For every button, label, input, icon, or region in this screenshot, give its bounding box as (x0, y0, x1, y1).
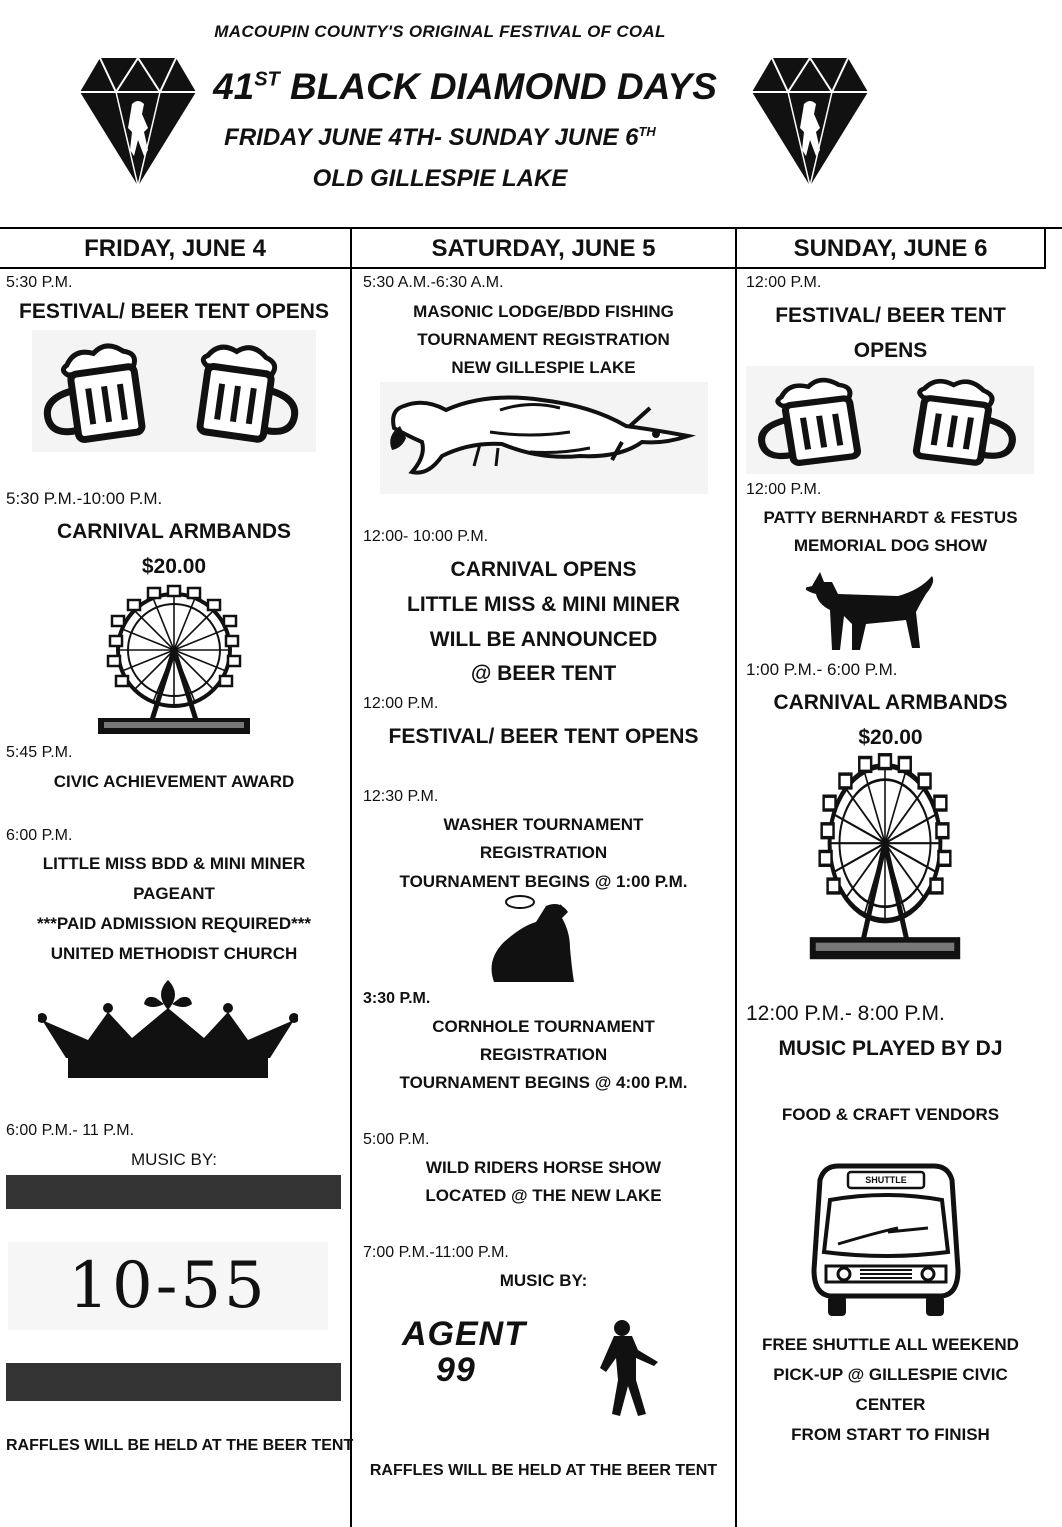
sunday-beer-tent-line2: OPENS (853, 339, 928, 362)
friday-time-2: 5:30 P.M.-10:00 P.M. (6, 489, 163, 508)
saturday-time-5: 3:30 P.M. (363, 990, 431, 1007)
friday-time-5: 6:00 P.M.- 11 P.M. (6, 1122, 135, 1139)
saturday-carnival-opens: CARNIVAL OPENS (450, 558, 637, 581)
friday-armband-price: $20.00 (141, 555, 207, 578)
saturday-announce-line3: @ BEER TENT (470, 662, 617, 685)
sunday-beer-tent-line1: FESTIVAL/ BEER TENT (775, 304, 1006, 327)
sunday-time-4: 12:00 P.M.- 8:00 P.M. (746, 1002, 945, 1025)
sunday-shuttle-line2: PICK-UP @ GILLESPIE CIVIC (773, 1365, 1008, 1384)
saturday-horse-line2: LOCATED @ THE NEW LAKE (425, 1186, 662, 1205)
saturday-washer-line3: TOURNAMENT BEGINS @ 1:00 P.M. (399, 872, 688, 891)
friday-heading: FRIDAY, JUNE 4 (84, 235, 266, 262)
band-logo-10-55: 10-55 (8, 1242, 328, 1330)
title-suffix: ST (254, 68, 280, 91)
saturday-beer-tent: FESTIVAL/ BEER TENT OPENS (388, 725, 699, 748)
redacted-bar-top (6, 1175, 341, 1209)
band-logo-agent-99 (402, 1316, 602, 1388)
redacted-bar-bottom (6, 1363, 341, 1401)
friday-event-beer-tent: FESTIVAL/ BEER TENT OPENS (19, 300, 329, 323)
sunday-shuttle-line3: CENTER (855, 1395, 926, 1414)
sunday-shuttle-line4: FROM START TO FINISH (791, 1425, 990, 1444)
dates-text: FRIDAY JUNE 4TH- SUNDAY JUNE 6 (224, 124, 639, 151)
saturday-washer-line1: WASHER TOURNAMENT (443, 815, 644, 834)
festival-subtitle: MACOUPIN COUNTY'S ORIGINAL FESTIVAL OF COAL (214, 22, 666, 41)
saturday-cornhole-line2: REGISTRATION (479, 1045, 608, 1064)
band-name-agent: AGENT (402, 1315, 526, 1353)
saturday-music-by: MUSIC BY: (499, 1271, 588, 1290)
black-diamond-miner-icon-left (78, 54, 198, 189)
dancer-silhouette-icon (592, 1318, 668, 1418)
friday-time-1: 5:30 P.M. (6, 274, 73, 291)
saturday-fishing-line3: NEW GILLESPIE LAKE (451, 358, 636, 377)
title-text: BLACK DIAMOND DAYS (279, 66, 717, 107)
festival-location: OLD GILLESPIE LAKE (312, 165, 568, 192)
sunday-time-1: 12:00 P.M. (746, 274, 822, 291)
beer-mugs-icon (32, 330, 316, 452)
washer-toss-icon (484, 892, 584, 984)
saturday-announce-line2: WILL BE ANNOUNCED (429, 628, 658, 651)
saturday-horse-line1: WILD RIDERS HORSE SHOW (425, 1158, 662, 1177)
sunday-music-dj: MUSIC PLAYED BY DJ (778, 1037, 1003, 1060)
sunday-heading: SUNDAY, JUNE 6 (793, 235, 988, 262)
table-top-border (0, 227, 1062, 229)
ferris-wheel-icon-sunday (790, 752, 980, 962)
table-right-border (1044, 228, 1046, 268)
band-name-99: 99 (436, 1351, 476, 1389)
saturday-announce-line1: LITTLE MISS & MINI MINER (407, 593, 680, 616)
sunday-dog-show-line1: PATTY BERNHARDT & FESTUS (763, 508, 1018, 527)
saturday-raffles: RAFFLES WILL BE HELD AT THE BEER TENT (369, 1462, 718, 1479)
saturday-cornhole-line1: CORNHOLE TOURNAMENT (432, 1017, 655, 1036)
sunday-dog-show-line2: MEMORIAL DOG SHOW (793, 536, 988, 555)
sunday-time-3: 1:00 P.M.- 6:00 P.M. (746, 660, 898, 679)
friday-pageant-line1: LITTLE MISS BDD & MINI MINER (42, 854, 306, 873)
ferris-wheel-icon (78, 584, 270, 736)
saturday-time-6: 5:00 P.M. (363, 1131, 430, 1148)
saturday-time-2: 12:00- 10:00 P.M. (363, 528, 489, 545)
friday-pageant-admission: ***PAID ADMISSION REQUIRED*** (37, 914, 311, 933)
sunday-armband-price: $20.00 (858, 726, 923, 749)
beer-mugs-icon-sunday (746, 366, 1034, 474)
friday-music-by: MUSIC BY: (131, 1150, 217, 1169)
sunday-shuttle-line1: FREE SHUTTLE ALL WEEKEND (762, 1335, 1019, 1354)
fish-icon (380, 382, 708, 494)
saturday-washer-line2: REGISTRATION (479, 843, 608, 862)
saturday-time-4: 12:30 P.M. (363, 788, 439, 805)
crown-icon (38, 978, 298, 1082)
sunday-carnival-armbands: CARNIVAL ARMBANDS (773, 691, 1008, 714)
friday-time-4: 6:00 P.M. (6, 827, 73, 844)
friday-carnival-armbands: CARNIVAL ARMBANDS (56, 520, 292, 543)
saturday-time-3: 12:00 P.M. (363, 695, 439, 712)
saturday-fishing-line2: TOURNAMENT REGISTRATION (417, 330, 670, 349)
friday-pageant-line2: PAGEANT (133, 884, 215, 903)
dog-icon (806, 568, 942, 652)
saturday-heading: SATURDAY, JUNE 5 (431, 235, 656, 262)
sunday-time-2: 12:00 P.M. (746, 481, 822, 498)
shuttle-sign-label: SHUTTLE (865, 1175, 907, 1185)
friday-time-3: 5:45 P.M. (6, 744, 73, 761)
friday-raffles: RAFFLES WILL BE HELD AT THE BEER TENT (6, 1437, 354, 1454)
dates-suffix: TH (638, 124, 656, 139)
saturday-time-7: 7:00 P.M.-11:00 P.M. (363, 1244, 509, 1261)
saturday-fishing-line1: MASONIC LODGE/BDD FISHING (413, 302, 674, 321)
friday-civic-award: CIVIC ACHIEVEMENT AWARD (53, 772, 295, 791)
title-number: 41 (213, 66, 255, 107)
sunday-vendors: FOOD & CRAFT VENDORS (781, 1105, 1000, 1124)
saturday-cornhole-line3: TOURNAMENT BEGINS @ 4:00 P.M. (399, 1073, 688, 1092)
black-diamond-miner-icon-right (750, 54, 870, 189)
saturday-time-1: 5:30 A.M.-6:30 A.M. (363, 274, 504, 291)
friday-pageant-location: UNITED METHODIST CHURCH (50, 944, 298, 963)
